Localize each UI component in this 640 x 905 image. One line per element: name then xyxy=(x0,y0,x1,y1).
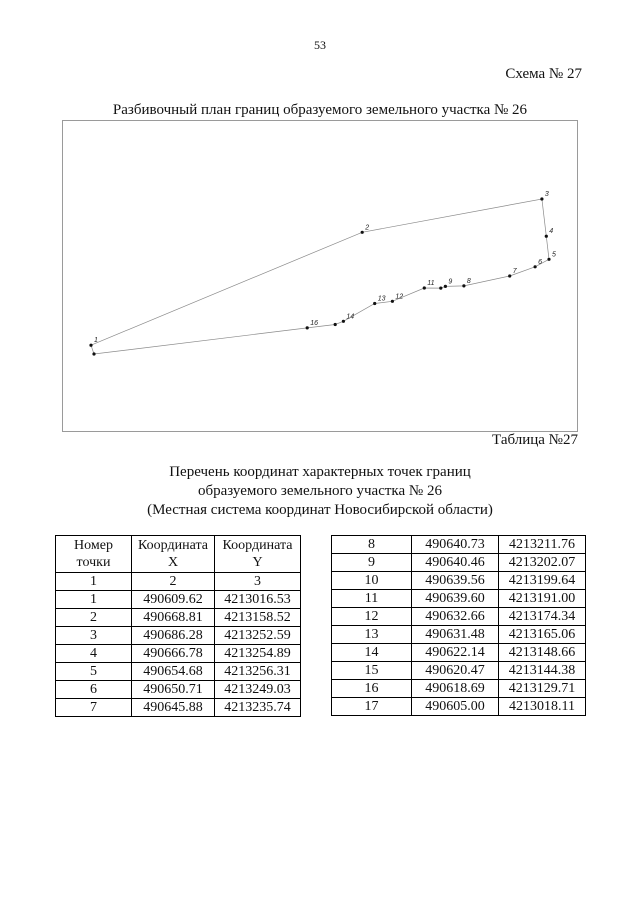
coordinate-x-cell: 490632.66 xyxy=(412,608,499,626)
point-number-cell: 5 xyxy=(56,663,132,681)
boundary-point-marker xyxy=(439,287,442,290)
page-number: 53 xyxy=(314,38,326,52)
coordinate-y-cell: 4213191.00 xyxy=(499,590,586,608)
coordinate-y-cell: 4213256.31 xyxy=(215,663,301,681)
boundary-point-label: 2 xyxy=(365,224,370,232)
boundary-point-marker xyxy=(462,284,465,287)
table-row xyxy=(332,608,586,626)
coordinate-x-cell: 490654.68 xyxy=(132,663,215,681)
point-number-cell: 6 xyxy=(56,681,132,699)
point-number-cell: 3 xyxy=(56,627,132,645)
boundary-point-label: 8 xyxy=(466,277,471,285)
coordinate-x-cell: 490609.62 xyxy=(132,591,215,609)
coordinate-y-cell: 4213165.06 xyxy=(499,626,586,644)
point-number-cell: 15 xyxy=(332,662,412,680)
coordinate-y-cell: 4213199.64 xyxy=(499,572,586,590)
coordinate-x-cell: 490639.60 xyxy=(412,590,499,608)
boundary-point-label: 13 xyxy=(377,295,386,303)
boundary-point-marker xyxy=(342,320,345,323)
coordinate-y-cell: 4213252.59 xyxy=(215,627,301,645)
point-number-cell: 1 xyxy=(56,591,132,609)
table-row xyxy=(332,698,586,716)
boundary-point-label: 3 xyxy=(544,191,549,198)
point-number-cell: 12 xyxy=(332,608,412,626)
coordinate-y-cell: 4213249.03 xyxy=(215,681,301,699)
boundary-point-marker xyxy=(334,323,337,326)
boundary-point-label: 1 xyxy=(94,337,98,345)
table-row xyxy=(56,609,301,627)
table-row xyxy=(56,681,301,699)
point-number-cell: 9 xyxy=(332,554,412,572)
boundary-point-marker xyxy=(508,274,511,277)
boundary-point-marker xyxy=(444,285,447,288)
coordinate-y-cell: 4213235.74 xyxy=(215,699,301,717)
point-number-cell: 8 xyxy=(332,536,412,554)
table-row xyxy=(56,645,301,663)
numbering-cell: 2 xyxy=(132,573,215,591)
table-row xyxy=(332,626,586,644)
point-number-cell: 11 xyxy=(332,590,412,608)
coordinate-y-cell: 4213158.52 xyxy=(215,609,301,627)
boundary-point-label: 9 xyxy=(448,278,453,286)
table-header-row xyxy=(56,536,301,573)
coordinate-y-cell: 4213129.71 xyxy=(499,680,586,698)
plot-plan-frame xyxy=(62,120,578,432)
coordinates-list-title xyxy=(0,463,640,520)
coordinate-x-cell: 490650.71 xyxy=(132,681,215,699)
point-number-cell: 4 xyxy=(56,645,132,663)
table-row xyxy=(56,699,301,717)
point-number-cell: 16 xyxy=(332,680,412,698)
coordinate-y-cell: 4213148.66 xyxy=(499,644,586,662)
coordinate-y-cell: 4213018.11 xyxy=(499,698,586,716)
header-coordinate-x: Координата X xyxy=(132,536,215,573)
boundary-point-marker xyxy=(89,344,92,347)
boundary-point-label: 7 xyxy=(512,268,517,275)
boundary-point-label: 14 xyxy=(346,313,355,321)
point-number-cell: 14 xyxy=(332,644,412,662)
boundary-point-marker xyxy=(423,286,426,289)
point-number-cell: 7 xyxy=(56,699,132,717)
table-row xyxy=(56,591,301,609)
header-coordinate-y: Координата Y xyxy=(215,536,301,573)
boundary-point-marker xyxy=(306,326,309,329)
coordinate-x-cell: 490620.47 xyxy=(412,662,499,680)
boundary-point-label: 6 xyxy=(538,258,543,266)
table-row xyxy=(332,644,586,662)
table-row xyxy=(56,627,301,645)
boundary-point-marker xyxy=(547,258,550,261)
coordinates-table-left xyxy=(55,535,301,717)
numbering-cell: 1 xyxy=(56,573,132,591)
boundary-point-label: 11 xyxy=(427,280,435,287)
coordinate-x-cell: 490640.73 xyxy=(412,536,499,554)
list-title-line: образуемого земельного участка № 26 xyxy=(198,483,442,499)
boundary-point-marker xyxy=(391,300,394,303)
point-number-cell: 13 xyxy=(332,626,412,644)
boundary-point-marker xyxy=(373,302,376,305)
coordinate-x-cell: 490618.69 xyxy=(412,680,499,698)
boundary-point-marker xyxy=(540,197,543,200)
coordinate-x-cell: 490605.00 xyxy=(412,698,499,716)
coordinate-y-cell: 4213016.53 xyxy=(215,591,301,609)
table-row xyxy=(332,590,586,608)
table-row xyxy=(332,536,586,554)
coordinate-x-cell: 490640.46 xyxy=(412,554,499,572)
table-label: Таблица №27 xyxy=(492,432,578,448)
coordinate-y-cell: 4213254.89 xyxy=(215,645,301,663)
scheme-label: Схема № 27 xyxy=(505,66,582,82)
coordinate-x-cell: 490631.48 xyxy=(412,626,499,644)
header-point-number: Номер точки xyxy=(56,536,132,573)
coordinate-x-cell: 490639.56 xyxy=(412,572,499,590)
plan-title: Разбивочный план границ образуемого земельного участка № 26 xyxy=(112,102,528,118)
boundary-point-label: 16 xyxy=(310,319,318,327)
list-title-line: Перечень координат характерных точек границ xyxy=(169,464,471,480)
plot-boundary-line xyxy=(91,199,549,354)
coordinate-y-cell: 4213202.07 xyxy=(499,554,586,572)
coordinate-x-cell: 490666.78 xyxy=(132,645,215,663)
boundary-point-label: 4 xyxy=(549,228,554,236)
coordinate-y-cell: 4213144.38 xyxy=(499,662,586,680)
boundary-point-marker xyxy=(361,231,364,234)
coordinate-x-cell: 490668.81 xyxy=(132,609,215,627)
table-row xyxy=(56,663,301,681)
boundary-point-marker xyxy=(534,265,537,268)
plot-plan-drawing xyxy=(63,121,577,431)
coordinate-x-cell: 490686.28 xyxy=(132,627,215,645)
boundary-point-marker xyxy=(92,352,95,355)
boundary-point-label: 12 xyxy=(395,293,404,301)
boundary-point-marker xyxy=(545,235,548,238)
boundary-point-label: 5 xyxy=(552,251,556,259)
table-row xyxy=(332,680,586,698)
coordinate-x-cell: 490622.14 xyxy=(412,644,499,662)
point-number-cell: 2 xyxy=(56,609,132,627)
table-row xyxy=(332,572,586,590)
table-row xyxy=(332,554,586,572)
coordinate-y-cell: 4213211.76 xyxy=(499,536,586,554)
coordinate-y-cell: 4213174.34 xyxy=(499,608,586,626)
table-numbering-row xyxy=(56,573,301,591)
coordinate-x-cell: 490645.88 xyxy=(132,699,215,717)
table-row xyxy=(332,662,586,680)
point-number-cell: 10 xyxy=(332,572,412,590)
list-title-line: (Местная система координат Новосибирской области) xyxy=(147,502,493,518)
coordinates-table-right xyxy=(331,535,586,716)
point-number-cell: 17 xyxy=(332,698,412,716)
numbering-cell: 3 xyxy=(215,573,301,591)
